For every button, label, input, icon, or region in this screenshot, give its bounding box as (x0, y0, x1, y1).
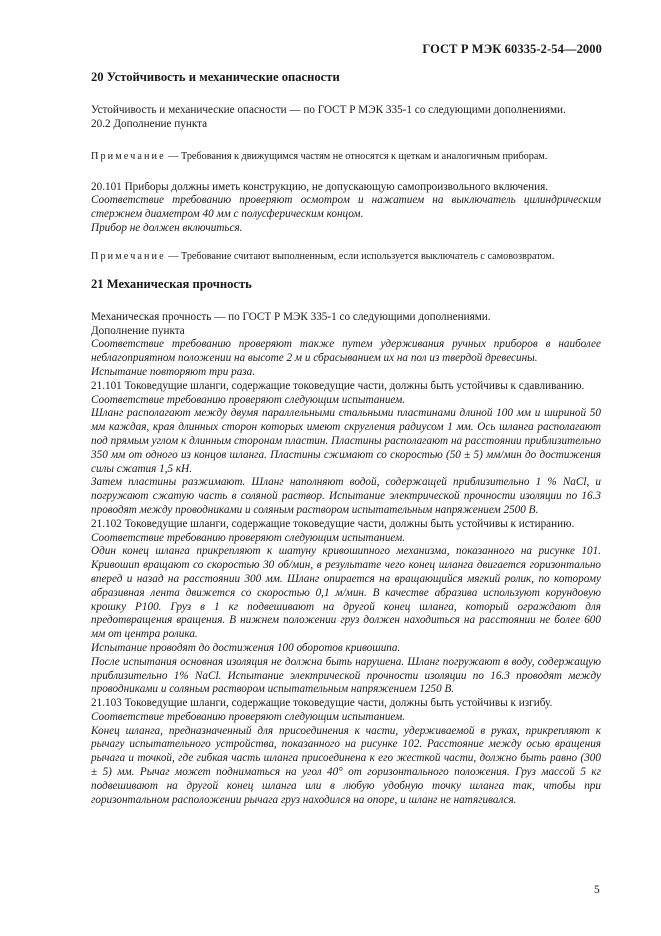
paragraph: Конец шланга, предназначенный для присоединения к части, удерживаемой в руках, прикрепляют к рычагу испытательного устройства, показанного на рисунке 102. Расстояние между осью вращения рычага и точкой, где гибкая часть шланга присоединена к его жесткой части, должно быть равно (300 ± 5) мм. Рычаг может подниматься на угол 40° от горизонтального положения. Груз массой 5 кг подвешивают на другой конец шланга или в любую удобную точку шланга так, чтобы при горизонтальном расположении рычага груз находился на опоре, и шланг не натягивался. (91, 724, 601, 806)
note-text: — Требование считают выполненным, если используется выключатель с самовозвратом. (165, 250, 555, 262)
paragraph: Один конец шланга прикрепляют к шатуну кривошипного механизма, показанного на рисунке 101. Кривошип вращают со скоростью 30 об/мин, в результате чего конец шланга двигается горизонтально вперед и назад на расстоянии 300 мм. Шланг опирается на вращающийся мягкий ролик, по которому абразивная лента движется со скоростью 0,1 м/мин. В качестве абразива используют корундовую крошку Р100. Груз в 1 кг подвешивают на другой конец шланга, который ограждают для предотвращения вращения. В нижнем положении груз должен находиться на расстоянии не более 600 мм от центра ролика. (91, 545, 601, 641)
note-label: Примечание (91, 250, 166, 262)
paragraph: Соответствие требованию проверяют также путем удерживания ручных приборов в наиболее неблагоприятном положении на высоте 2 м и сбрасыванием их на пол из твердой древесины. (91, 338, 601, 365)
paragraph: Механическая прочность — по ГОСТ Р МЭК 335-1 со следующими дополнениями. (91, 310, 491, 323)
paragraph: Соответствие требованию проверяют следующим испытанием. (91, 710, 406, 723)
note-label: Примечание (91, 150, 166, 162)
paragraph: Прибор не должен включиться. (91, 221, 243, 234)
paragraph: Затем пластины разжимают. Шланг наполняют водой, содержащей приблизительно 1 % NaCl, и погружают сжатую часть в соляной раствор. Испытание электрической прочности изоляции по 16.3 проводят между проводниками и соляным раствором испытательным напряжением 2500 В. (91, 476, 601, 516)
paragraph: После испытания основная изоляция не должна быть нарушена. Шланг погружают в воду, содержащую приблизительно 1% NaCl. Испытание электрической прочности изоляции по 16.3 проводят между проводниками и соляным раствором испытательным напряжением 1250 В. (91, 655, 601, 696)
note (91, 150, 601, 163)
paragraph: Соответствие требованию проверяют осмотром и нажатием на выключатель цилиндрическим стержнем диаметром 40 мм с полусферическим концом. (91, 194, 601, 221)
section-20-title: 20 Устойчивость и механические опасности (91, 70, 340, 84)
paragraph: 20.2 Дополнение пункта (91, 117, 208, 130)
document-header: ГОСТ Р МЭК 60335-2-54—2000 (422, 42, 602, 56)
paragraph: 21.102 Токоведущие шланги, содержащие токоведущие части, должны быть устойчивы к истиранию. (91, 517, 575, 530)
paragraph: Шланг располагают между двумя параллельными стальными пластинами длиной 100 мм и шириной 50 мм каждая, края длинных сторон которых имеют скругления радиусом 1 мм. Ось шланга располагают под прямым углом к длинным сторонам пластин. Пластины располагают на расстоянии приблизительно 350 мм от одного из концов шланга. Пластины сжимают со скоростью (50 ± 5) мм/мин до достижения силы сжатия 1,5 кН. (91, 407, 601, 475)
page-number: 5 (594, 884, 600, 896)
paragraph: Дополнение пункта (91, 324, 185, 337)
paragraph: 21.103 Токоведущие шланги, содержащие токоведущие части, должны быть устойчивы к изгибу. (91, 697, 553, 710)
section-21-title: 21 Механическая прочность (91, 276, 252, 291)
note-text: — Требования к движущимся частям не относятся к щеткам и аналогичным приборам. (165, 150, 548, 162)
paragraph: Устойчивость и механические опасности — по ГОСТ Р МЭК 335-1 со следующими дополнениями. (91, 104, 566, 116)
paragraph: 20.101 Приборы должны иметь конструкцию, не допускающую самопроизвольного включения. (91, 180, 549, 193)
paragraph: Испытание проводят до достижения 100 оборотов кривошипа. (91, 641, 401, 654)
paragraph: 21.101 Токоведущие шланги, содержащие токоведущие части, должны быть устойчивы к сдавливанию. (91, 379, 585, 392)
page-content (91, 70, 601, 807)
paragraph: Соответствие требованию проверяют следующим испытанием. (91, 393, 406, 406)
paragraph: Соответствие требованию проверяют следующим испытанием. (91, 531, 406, 544)
note (91, 250, 601, 263)
paragraph: Испытание повторяют три раза. (91, 365, 256, 378)
